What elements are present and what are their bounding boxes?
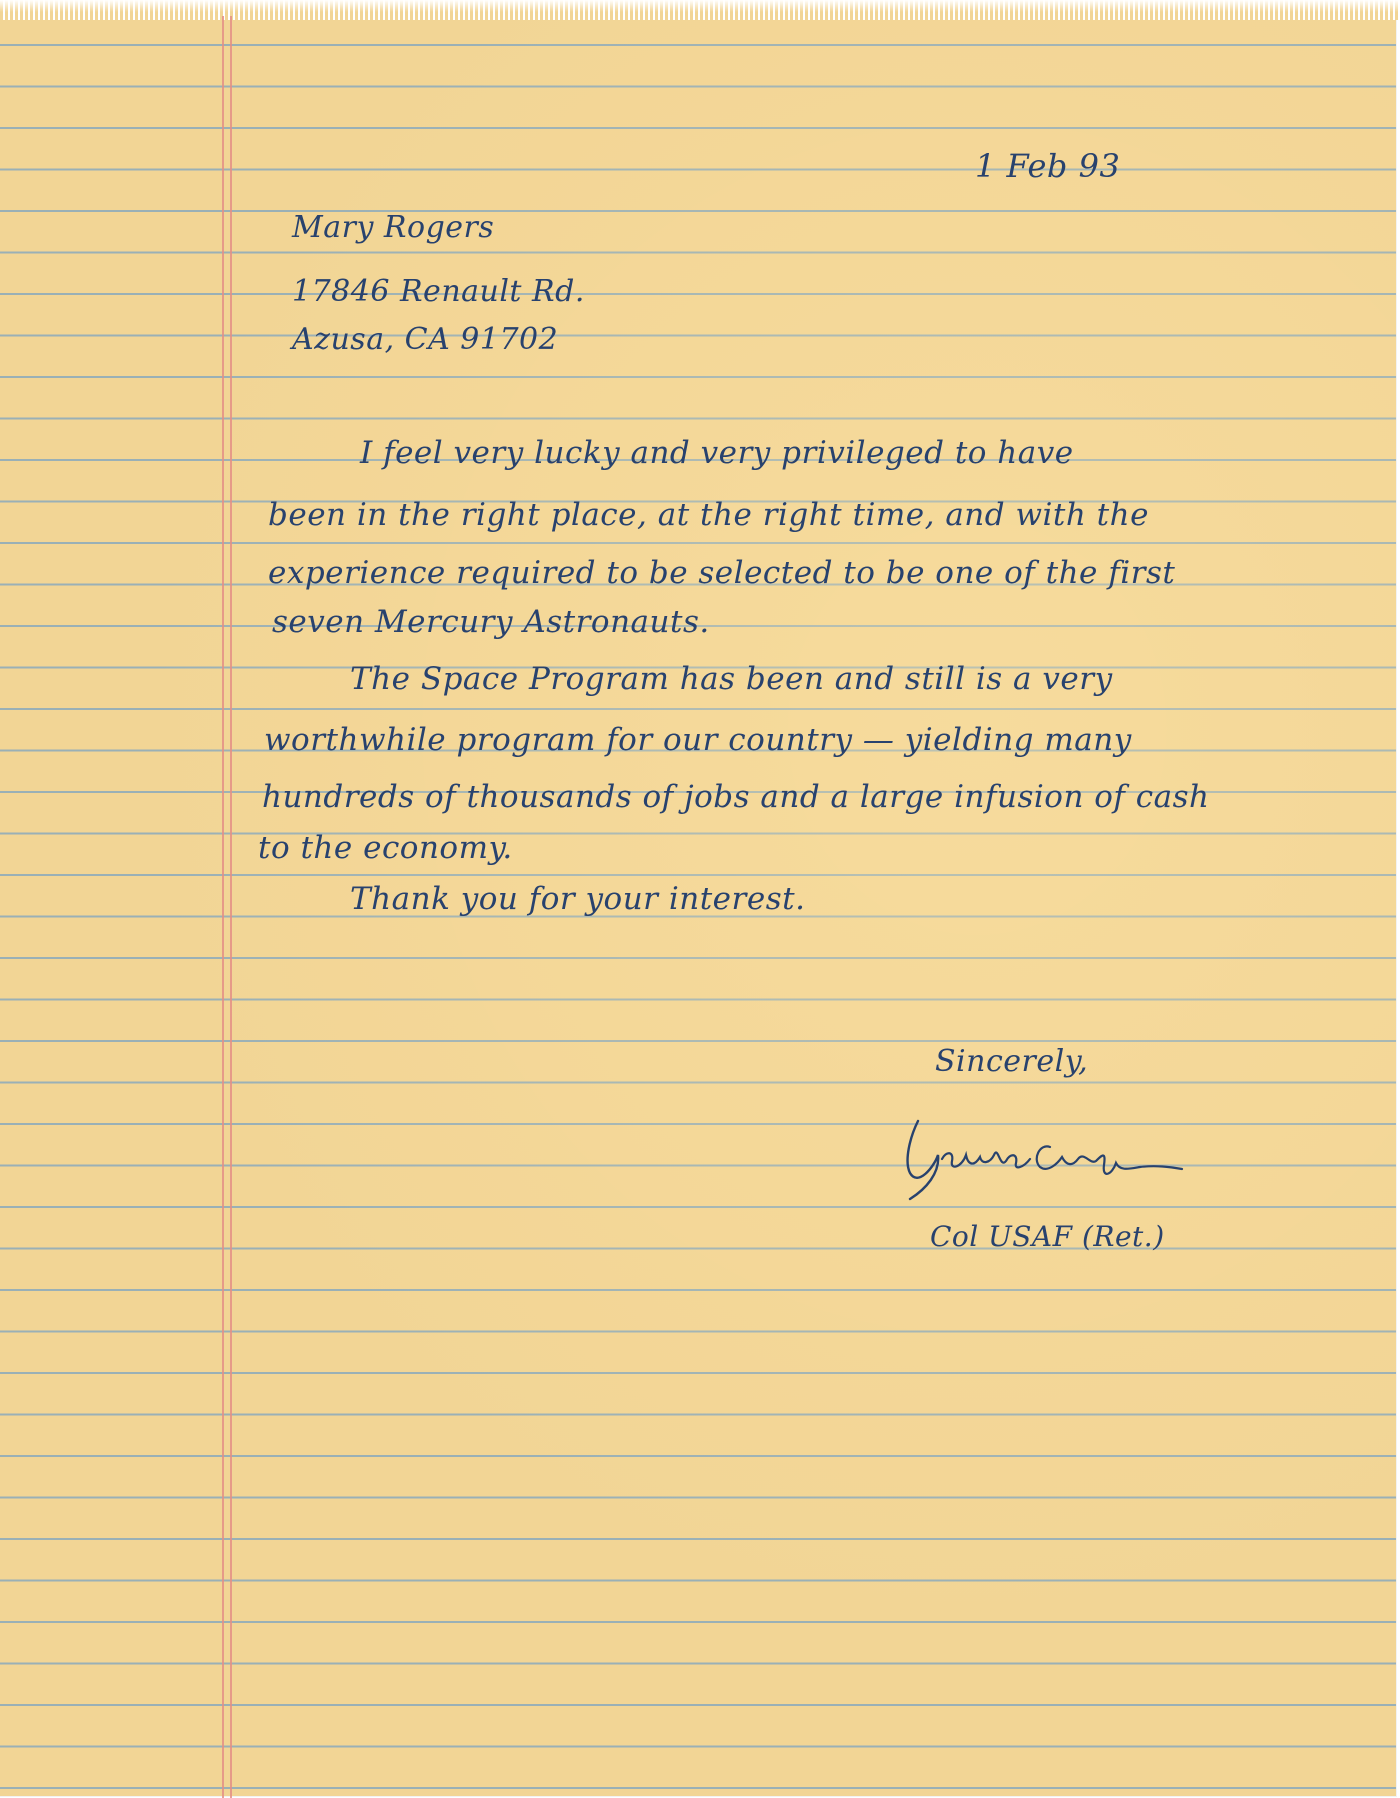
recipient-city: Azusa, CA 91702 xyxy=(292,322,559,357)
body-line: experience required to be selected to be one of the first xyxy=(268,555,1176,591)
body-line: worthwhile program for our country — yielding many xyxy=(264,722,1132,758)
margin-rule-right xyxy=(230,16,232,1798)
body-line: been in the right place, at the right time, and with the xyxy=(268,497,1149,533)
signer-title: Col USAF (Ret.) xyxy=(930,1220,1165,1253)
body-line: I feel very lucky and very privileged to have xyxy=(360,435,1074,471)
signature xyxy=(900,1115,1185,1205)
recipient-name: Mary Rogers xyxy=(292,210,495,245)
letter-date: 1 Feb 93 xyxy=(975,147,1121,185)
body-line: to the economy. xyxy=(258,830,513,866)
perforated-top-edge xyxy=(0,0,1400,20)
body-line: seven Mercury Astronauts. xyxy=(272,604,710,640)
margin-rule-left xyxy=(222,16,224,1798)
body-line: hundreds of thousands of jobs and a large infusion of cash xyxy=(262,779,1210,815)
signature-mark xyxy=(900,1115,1185,1205)
recipient-street: 17846 Renault Rd. xyxy=(292,274,585,309)
body-line: Thank you for your interest. xyxy=(350,881,806,917)
body-line: The Space Program has been and still is a very xyxy=(350,661,1113,697)
closing: Sincerely, xyxy=(935,1044,1089,1079)
